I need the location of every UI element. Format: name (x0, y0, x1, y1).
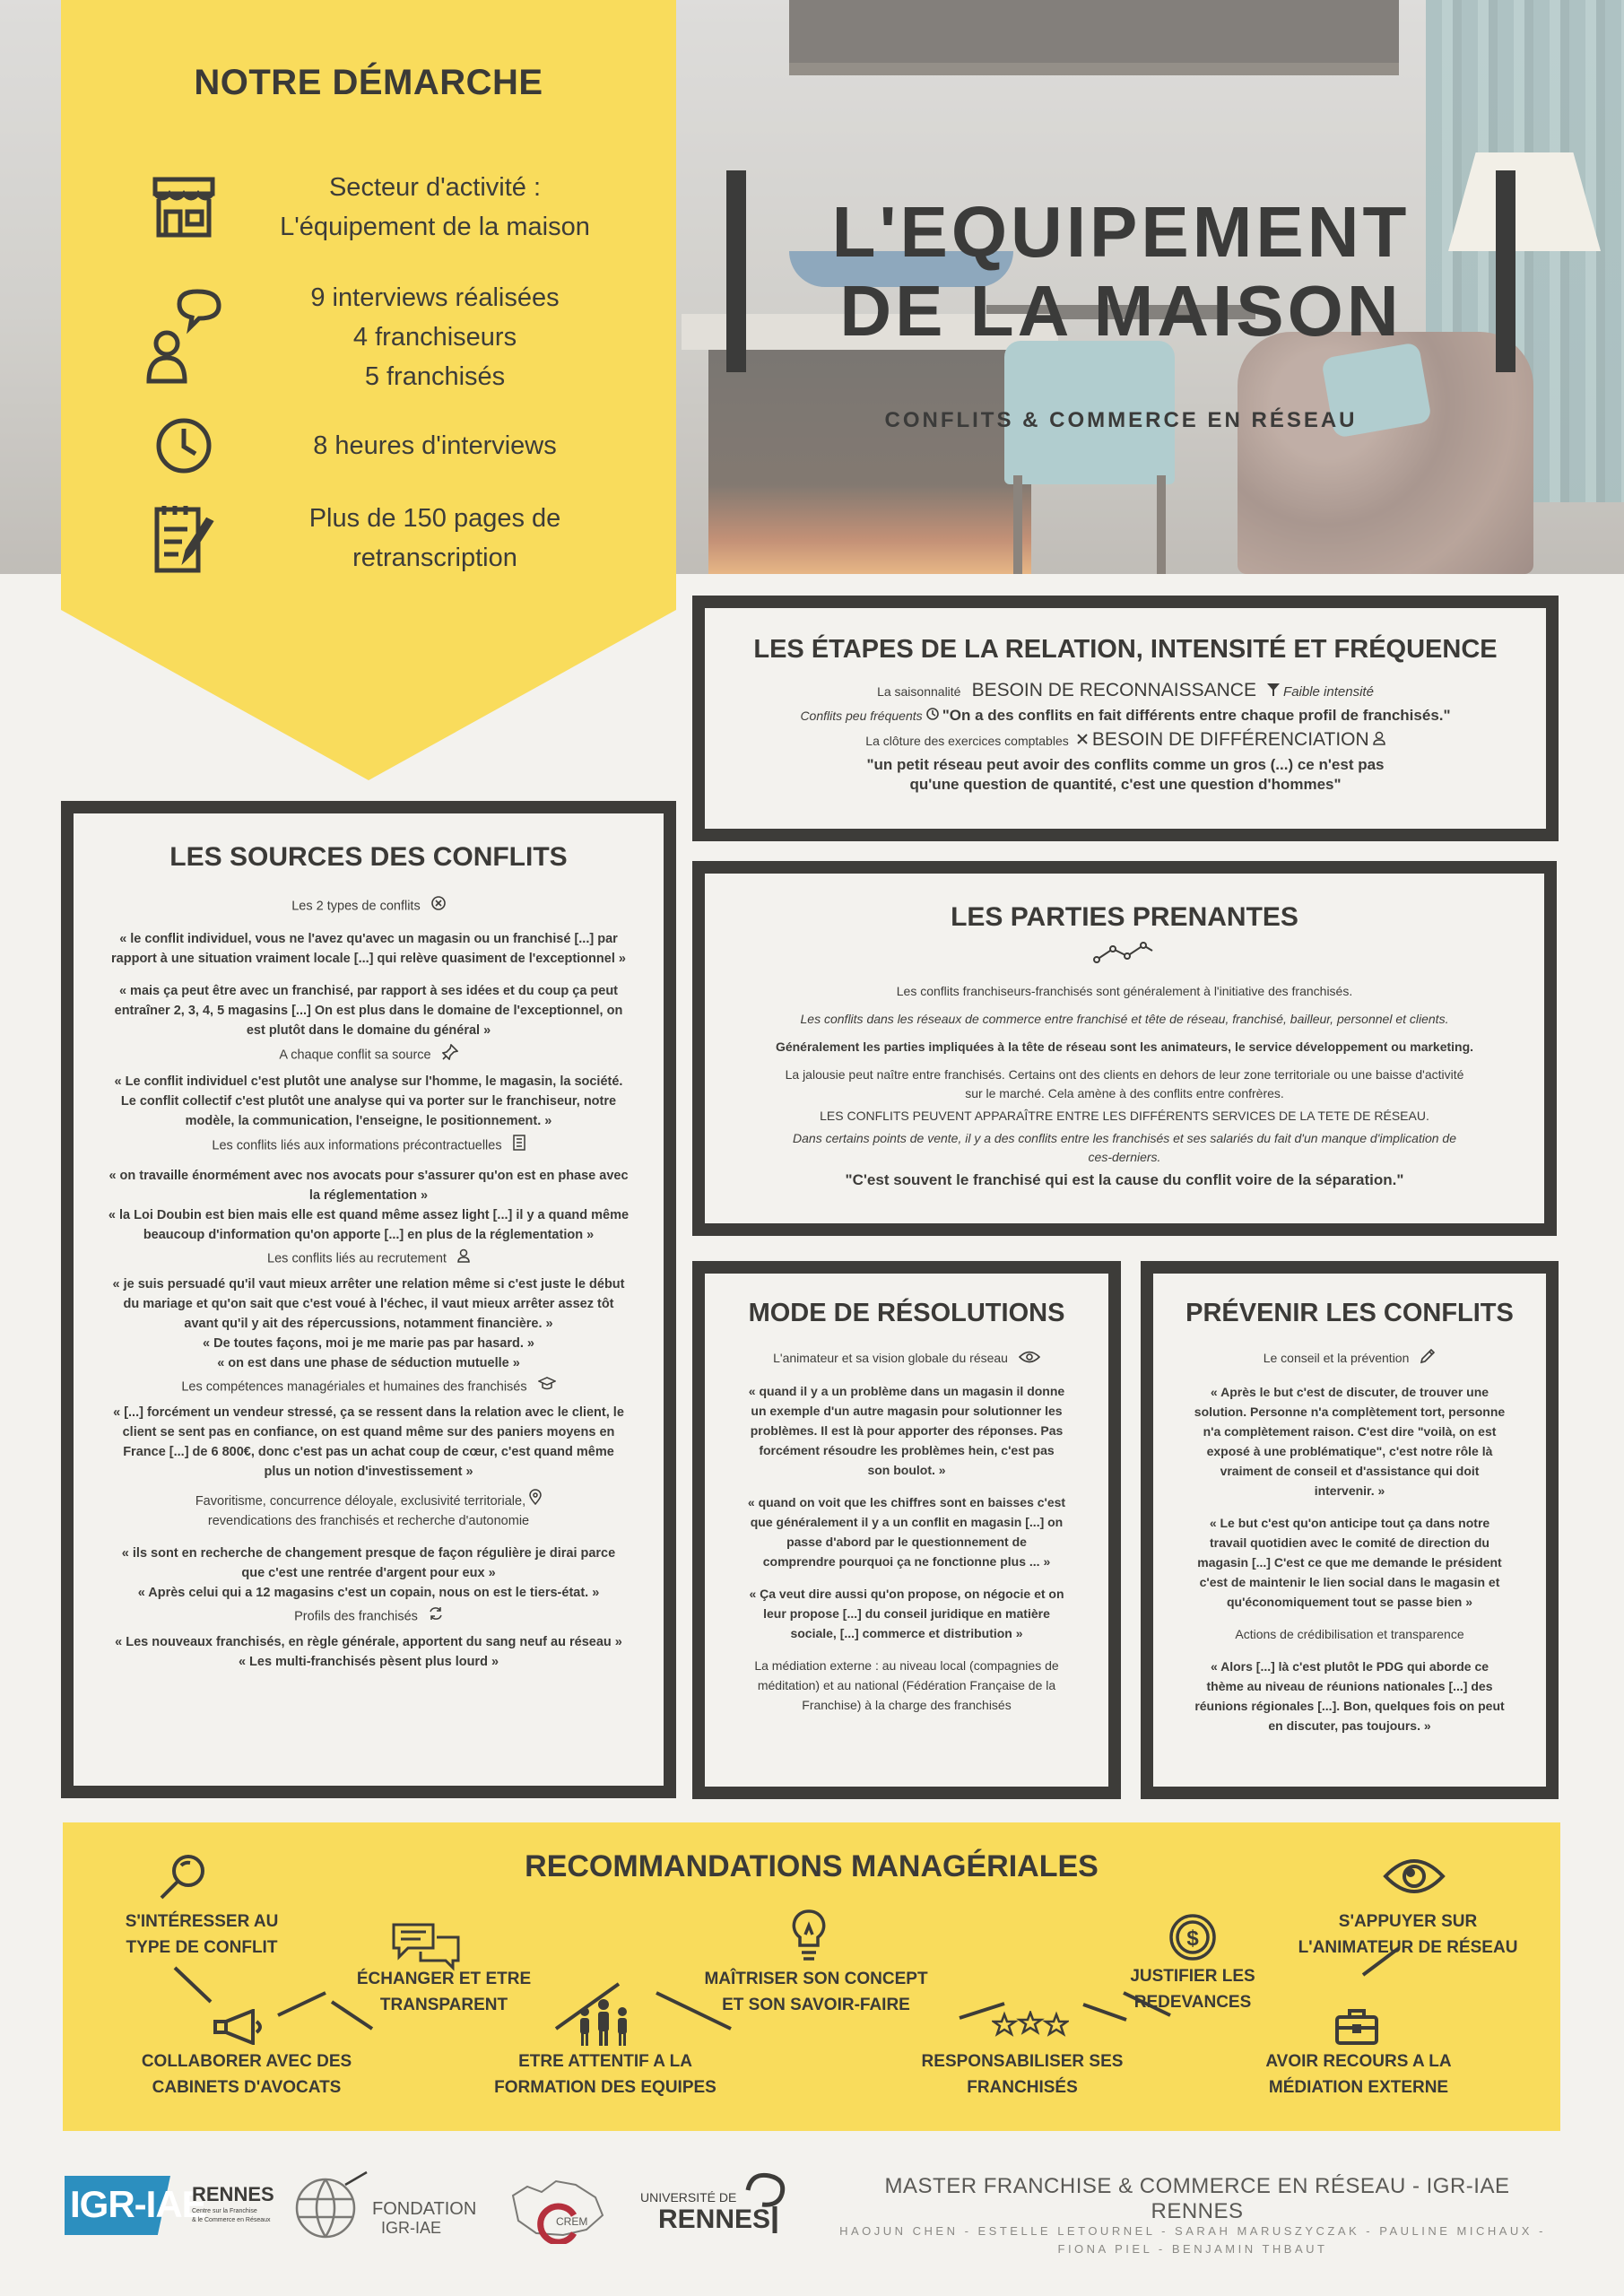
parties-text: ces-derniers. (1088, 1150, 1161, 1164)
megaphone-icon (212, 2009, 267, 2049)
sources-label: Les 2 types de conflits (291, 899, 421, 914)
sources-quote: « Les multi-franchisés pèsent plus lourd » (238, 1655, 499, 1669)
pencil-icon (1420, 1348, 1436, 1370)
prevenir-title: PRÉVENIR LES CONFLITS (1185, 1299, 1514, 1327)
demarche-text: 8 heures d'interviews (313, 431, 557, 460)
reco-item (1229, 2048, 1489, 2100)
resolution-quote: que généralement il y a un conflit en magasin [...] on (750, 1515, 1064, 1530)
sources-quote: modèle, la communication, l'enseigne, le positionnement. » (185, 1114, 552, 1128)
sources-quote: « le conflit individuel, vous ne l'avez qu'avec un magasin ou un franchisé [...] par (119, 932, 618, 946)
prevenir-quote: c'est de maintenir le lien social dans le magasin et (1199, 1575, 1500, 1590)
sources-quote: Le conflit collectif c'est plutôt une analyse qui va porter sur le franchiseur, notre (120, 1094, 617, 1109)
reco-item-line: CABINETS D'AVOCATS (152, 2078, 342, 2097)
parties-text: sur le marché. Cela amène à des conflits entre confrères. (965, 1086, 1284, 1100)
resolution-quote: son boulot. » (867, 1463, 946, 1478)
etapes-title: LES ÉTAPES DE LA RELATION, INTENSITÉ ET FRÉQUENCE (753, 635, 1498, 664)
etapes-text: BESOIN DE DIFFÉRENCIATION (1091, 729, 1369, 751)
logo-text: IGR-IAE (70, 2183, 206, 2225)
resolution-quote: problèmes. Il est là pour apporter des réponses. Pas (750, 1423, 1064, 1439)
hero-title-block (726, 170, 1515, 377)
sources-quote: « la Loi Doubin est bien mais elle est quand même assez light [...] il y a quand même (108, 1208, 630, 1222)
sources-quote: est plutôt dans le domaine du général » (246, 1023, 491, 1038)
sources-quote: « ils sont en recherche de changement presque de façon régulière je dirai parce (121, 1546, 616, 1561)
resolution-quote: comprendre pourquoi ça ne fonctionne plus ... » (762, 1554, 1051, 1570)
resolution-quote: forcément résoudre les problèmes hein, c'est pas (759, 1443, 1055, 1458)
parties-text: Les conflits dans les réseaux de commerce entre franchisé et tête de réseau, franchisé, bailleur, personnel et clients. (800, 1012, 1449, 1026)
etapes-text: "On a des conflits en fait différents entre chaque profil de franchisés." (942, 707, 1451, 725)
resolution-text: La médiation externe : au niveau local (compagnies de (754, 1658, 1059, 1674)
reco-item-line: JUSTIFIER LES (1130, 1967, 1255, 1986)
tools-icon (1076, 735, 1089, 749)
reco-item-line: FRANCHISÉS (967, 2078, 1078, 2097)
reco-item (475, 2048, 735, 2100)
resolution-quote: un exemple d'un autre magasin pour solutionner les (751, 1404, 1063, 1419)
sources-label: revendications des franchisés et recherche d'autonomie (207, 1514, 530, 1528)
etapes-text: La clôture des exercices comptables (865, 734, 1069, 749)
reco-title: RECOMMANDATIONS MANAGÉRIALES (525, 1849, 1099, 1883)
prevenir-quote: thème au niveau de réunions nationales [...] des (1206, 1679, 1493, 1694)
sources-quote: entraîner 2, 3, 4, 5 magasins [...] On est plus dans le domaine de l'exceptionnel, on (114, 1004, 623, 1018)
sources-card (61, 801, 676, 1798)
reco-item-line: S'INTÉRESSER AU (125, 1912, 279, 1931)
sources-quote: rapport à une situation vraiment locale [...] qui relève quasiment de l'exceptionnel » (111, 952, 626, 966)
prevenir-label: Le conseil et la prévention (1263, 1351, 1410, 1365)
sources-quote: avant qu'il y ait des répercussions, notamment financière. » (184, 1317, 553, 1331)
prevenir-label: Actions de crédibilisation et transparence (1235, 1627, 1464, 1642)
user-icon (457, 1248, 470, 1269)
etapes-text: qu'une question de quantité, c'est une question d'hommes" (909, 776, 1342, 794)
prevenir-quote: magasin [...] C'est ce que me demande le président (1197, 1555, 1502, 1570)
prevenir-quote: « Alors [...] là c'est plutôt le PDG qui aborde ce (1210, 1659, 1489, 1674)
demarche-item-sector (143, 167, 646, 248)
eye-icon (1019, 1349, 1040, 1369)
parties-text: Dans certains points de vente, il y a des conflits entre les franchisés et ses salariés du fait d'un manque d'implication de (793, 1131, 1456, 1145)
reco-item-line: ETRE ATTENTIF A LA (518, 2052, 692, 2071)
location-icon (529, 1494, 542, 1509)
parties-text: Les conflits franchiseurs-franchisés sont généralement à l'initiative des franchisés. (896, 984, 1353, 998)
sources-label: A chaque conflit sa source (279, 1048, 431, 1063)
etapes-text: BESOIN DE RECONNAISSANCE (971, 680, 1256, 700)
footer-master: MASTER FRANCHISE & COMMERCE EN RÉSEAU - IGR-IAE RENNES (884, 2174, 1510, 2223)
prevenir-quote: en discuter, pas toujours. » (1268, 1718, 1431, 1734)
resolution-quote: « quand il y a un problème dans un magasin il donne (748, 1384, 1065, 1399)
sources-quote: « De toutes façons, moi je me marie pas par hasard. » (203, 1336, 534, 1351)
document-icon (513, 1135, 525, 1157)
igr-iae-logo (65, 2170, 274, 2242)
resolution-card (692, 1261, 1121, 1799)
reco-item-line: AVOIR RECOURS A LA (1265, 2052, 1452, 2071)
reco-item-line: TYPE DE CONFLIT (126, 1938, 278, 1957)
stars-icon (992, 2011, 1069, 2044)
reco-item-line: FORMATION DES EQUIPES (494, 2078, 716, 2097)
parties-text: "C'est souvent le franchisé qui est la cause du conflit voire de la séparation." (845, 1171, 1404, 1188)
prevenir-quote: intervenir. » (1314, 1483, 1385, 1499)
graduation-cap-icon (538, 1377, 556, 1397)
refresh-icon (429, 1606, 443, 1627)
sources-label: Favoritisme, concurrence déloyale, exclusivité territoriale, (195, 1494, 526, 1509)
reco-item (117, 2048, 377, 2100)
resolution-quote: passe d'abord par le questionnement de (786, 1535, 1027, 1550)
reco-item-line: S'APPUYER SUR (1338, 1912, 1478, 1931)
sources-quote: « Après celui qui a 12 magasins c'est un copain, nous on est le tiers-état. » (137, 1586, 600, 1600)
demarche-text: L'équipement de la maison (280, 213, 590, 241)
parties-text: LES CONFLITS PEUVENT APPARAÎTRE ENTRE LES DIFFÉRENTS SERVICES DE LA TETE DE RÉSEAU. (820, 1109, 1429, 1123)
etapes-text: Faible intensité (1283, 684, 1374, 700)
reco-item (892, 2048, 1152, 2100)
parties-title: LES PARTIES PRENANTES (951, 902, 1298, 932)
logo-text: FONDATION (372, 2199, 477, 2219)
prevenir-card (1141, 1261, 1559, 1799)
team-icon (576, 1997, 631, 2052)
demarche-item-pages (143, 498, 646, 578)
hero-title (726, 193, 1515, 351)
etapes-text: La saisonnalité (877, 684, 961, 699)
reco-item (682, 1966, 951, 2018)
footer-names (834, 2222, 1551, 2258)
reco-item-line: ÉCHANGER ET ETRE (356, 1970, 532, 1988)
resolution-quote: leur propose [...] du conseil juridique en matière (763, 1606, 1050, 1622)
prevenir-quote: qu'économiquement tout se passe bien » (1226, 1595, 1473, 1610)
prevenir-quote: travail quotidien avec le comité de direction du (1210, 1535, 1489, 1551)
prevenir-quote: vraiment de conseil et d'assistance qui doit (1220, 1464, 1480, 1479)
reco-item-line: COLLABORER AVEC DES (141, 2052, 352, 2071)
hero-title-line: DE LA MAISON (839, 271, 1403, 351)
sources-quote: « [...] forcément un vendeur stressé, ça se ressent dans la relation avec le client, le (113, 1405, 624, 1420)
sources-title: LES SOURCES DES CONFLITS (169, 842, 568, 872)
reco-item-line: L'ANIMATEUR DE RÉSEAU (1298, 1938, 1518, 1957)
clock-icon (143, 405, 224, 486)
resolution-quote: « quand on voit que les chiffres sont en baisses c'est (747, 1495, 1066, 1510)
sources-label: Les compétences managériales et humaines des franchisés (181, 1379, 527, 1395)
resolution-label: L'animateur et sa vision globale du réseau (773, 1351, 1008, 1365)
sources-quote: « Les nouveaux franchisés, en règle générale, apportent du sang neuf au réseau » (115, 1635, 622, 1649)
parties-card (692, 861, 1557, 1236)
hero-subtitle: CONFLITS & COMMERCE EN RÉSEAU (884, 408, 1358, 432)
demarche-text: 5 franchisés (364, 362, 506, 391)
demarche-text: retranscription (352, 544, 517, 572)
demarche-title: NOTRE DÉMARCHE (194, 63, 543, 102)
prevenir-quote: réunions régionales [...]. Bon, quelques fois on peut (1194, 1699, 1505, 1714)
resolution-text: Franchise) à la charge des franchisés (802, 1698, 1012, 1713)
logo-text: RENNES (658, 2205, 771, 2234)
sources-quote: « mais ça peut être avec un franchisé, par rapport à ses idées et du coup ça peut (118, 984, 619, 998)
dollar-coin-icon (1168, 1912, 1218, 1967)
sources-quote: « Le conflit individuel c'est plutôt une analyse sur l'homme, le magasin, la société. (114, 1074, 623, 1089)
reco-item (323, 1966, 565, 2018)
parties-text: La jalousie peut naître entre franchisés. Certains ont des clients en dehors de leur zone territoriale ou une baisse d'activité (785, 1067, 1464, 1082)
resolution-title: MODE DE RÉSOLUTIONS (748, 1299, 1065, 1327)
prevenir-quote: « Le but c'est qu'on anticipe tout ça dans notre (1209, 1516, 1490, 1531)
crem-logo (509, 2169, 608, 2244)
demarche-text: Secteur d'activité : (328, 173, 542, 202)
sources-quote: client se sent pas en confiance, on est quand même sur des paniers moyens en (122, 1425, 615, 1439)
etapes-text: Conflits peu fréquents (800, 709, 923, 724)
resolution-quote: « Ça veut dire aussi qu'on propose, on négocie et on (749, 1587, 1064, 1602)
footer-names-line: FIONA PIEL - BENJAMIN THBAUT (1057, 2242, 1328, 2256)
cross-circle-icon (431, 896, 446, 917)
network-icon (705, 940, 1544, 970)
reco-item (1273, 1909, 1542, 1961)
interview-icon (143, 297, 224, 378)
parties-text: Généralement les parties impliquées à la tête de réseau sont les animateurs, le service développement ou marketing. (775, 1039, 1474, 1054)
logo-text: UNIVERSITÉ DE (640, 2190, 737, 2205)
notes-icon (143, 498, 224, 578)
sources-quote: que c'est une rentrée d'argent pour eux » (241, 1566, 496, 1580)
prevenir-quote: solution. Personne n'a complètement tort, personne (1194, 1405, 1506, 1420)
etapes-card (692, 596, 1559, 841)
demarche-text: Plus de 150 pages de (308, 504, 561, 533)
logo-text: Centre sur la Franchise (192, 2208, 257, 2214)
logo-text: & le Commerce en Réseaux (192, 2217, 271, 2223)
demarche-item-interviews (143, 278, 646, 396)
demarche-item-hours (143, 405, 646, 486)
reco-item-line: MÉDIATION EXTERNE (1268, 2078, 1449, 2097)
fondation-logo (291, 2163, 489, 2244)
demarche-text: 9 interviews réalisées (310, 283, 560, 312)
footer-names-line: HAOJUN CHEN - ESTELLE LETOURNEL - SARAH MARUSZYCZAK - PAULINE MICHAUX - (839, 2224, 1546, 2238)
reco-item-line: MAÎTRISER SON CONCEPT (704, 1970, 928, 1988)
lightbulb-icon (789, 1908, 829, 1970)
sources-label: Profils des franchisés (294, 1609, 418, 1624)
demarche-text: 4 franchiseurs (352, 323, 517, 352)
svg-text:$: $ (1186, 1926, 1199, 1951)
logo-text: IGR-IAE (381, 2219, 442, 2237)
prevenir-quote: exposé à une problématique", c'est notre rôle là (1206, 1444, 1493, 1459)
sources-quote: beaucoup d'information qu'on apporte [...] en plus de la réglementation » (143, 1228, 595, 1242)
user-icon (1373, 735, 1385, 749)
store-icon (143, 167, 224, 248)
reco-item-line: REDEVANCES (1133, 1993, 1252, 2012)
logo-text: RENNES (192, 2183, 274, 2205)
reco-item (1094, 1963, 1291, 2015)
sources-label: Les conflits liés au recrutement (267, 1251, 447, 1266)
resolution-text: méditation) et au national (Fédération Française de la (757, 1678, 1056, 1693)
universite-rennes-logo (637, 2170, 798, 2246)
clock-icon (926, 709, 939, 724)
prevenir-quote: n'a complètement raison. C'est dire "voilà, on est (1203, 1424, 1497, 1439)
funnel-icon (1267, 683, 1280, 702)
prevenir-quote: « Après le but c'est de discuter, de trouver une (1210, 1385, 1489, 1400)
hero-title-line: L'EQUIPEMENT (831, 192, 1411, 272)
magnifier-icon (156, 1851, 210, 1909)
resolution-quote: sociale, [...] commerce et distribution » (790, 1626, 1023, 1641)
sources-quote: France [...] de 6 800€, donc c'est pas un achat coup de cœur, c'est quand même (123, 1445, 614, 1459)
etapes-text: "un petit réseau peut avoir des conflits comme un gros (...) ce n'est pas (866, 756, 1385, 774)
pin-icon (442, 1044, 458, 1066)
sources-quote: « on travaille énormément avec nos avocats pour s'assurer qu'on est en phase avec (109, 1169, 629, 1183)
logo-text: CREM (556, 2215, 588, 2228)
recommandations-section (63, 1822, 1560, 2131)
sources-quote: plus un notion d'investissement » (264, 1465, 473, 1479)
sources-quote: la réglementation » (308, 1188, 429, 1203)
sources-quote: « on est dans une phase de séduction mutuelle » (217, 1356, 520, 1370)
briefcase-icon (1334, 2006, 1379, 2050)
sources-label: Les conflits liés aux informations précontractuelles (212, 1138, 502, 1153)
reco-item-line: ET SON SAVOIR-FAIRE (722, 1996, 910, 2014)
reco-item (81, 1909, 323, 1961)
reco-item-line: RESPONSABILISER SES (921, 2052, 1124, 2071)
reco-item-line: TRANSPARENT (379, 1996, 508, 2014)
sources-quote: du mariage et qu'on sait que c'est voué à l'échec, il vaut mieux arrêter assez tôt (123, 1297, 614, 1311)
eye-icon (1383, 1857, 1446, 1900)
sources-quote: « je suis persuadé qu'il vaut mieux arrêter une relation même si c'est juste le début (112, 1277, 625, 1292)
